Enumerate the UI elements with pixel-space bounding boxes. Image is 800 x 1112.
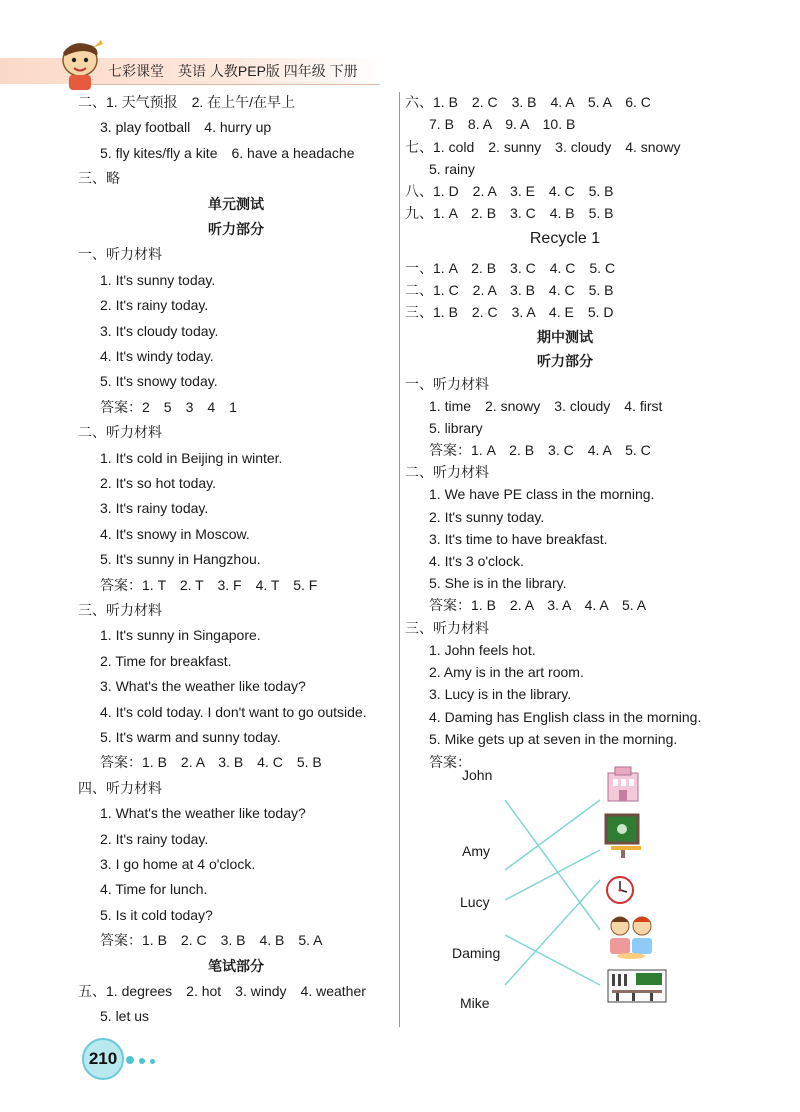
right-column-line: 2. Amy is in the art room. bbox=[429, 664, 584, 680]
left-column-line: 一、听力材料 bbox=[78, 246, 162, 263]
left-column-line: 4. It's windy today. bbox=[100, 348, 214, 364]
library-building-icon bbox=[605, 765, 641, 803]
children-eating-icon bbox=[604, 912, 658, 960]
left-column-line: 笔试部分 bbox=[208, 957, 264, 974]
header-title: 七彩课堂 英语 人教PEP版 四年级 下册 bbox=[108, 63, 358, 79]
right-column-line: 2. It's sunny today. bbox=[429, 509, 545, 525]
right-column-line: 二、1. C 2. A 3. B 4. C 5. B bbox=[405, 282, 614, 298]
left-column-line: 五、1. degrees 2. hot 3. windy 4. weather bbox=[78, 983, 366, 999]
left-column-line: 5. It's sunny in Hangzhou. bbox=[100, 551, 261, 568]
right-column-line: 三、听力材料 bbox=[405, 620, 489, 636]
decor-dot-2 bbox=[139, 1058, 145, 1064]
header-rule bbox=[70, 84, 380, 85]
right-column-line: 八、1. D 2. A 3. E 4. C 5. B bbox=[405, 183, 614, 199]
left-column-line: 二、听力材料 bbox=[78, 424, 162, 441]
right-column-line: 七、1. cold 2. sunny 3. cloudy 4. snowy bbox=[405, 139, 681, 155]
left-column-line: 1. It's cold in Beijing in winter. bbox=[100, 449, 283, 466]
left-column-line: 答案：1. B 2. A 3. B 4. C 5. B bbox=[100, 754, 322, 771]
decor-dot-1 bbox=[126, 1056, 134, 1064]
left-column-line: 3. It's rainy today. bbox=[100, 500, 209, 517]
match-name-mike: Mike bbox=[460, 995, 490, 1011]
left-column-line: 5. let us bbox=[100, 1008, 150, 1025]
right-column-line: 3. Lucy is in the library. bbox=[429, 686, 572, 702]
match-name-john: John bbox=[462, 767, 493, 783]
match-line-lucy bbox=[505, 850, 600, 900]
mascot-icon bbox=[55, 38, 105, 92]
left-column-line: 答案：2 5 3 4 1 bbox=[100, 398, 237, 415]
left-column-line: 4. It's cold today. I don't want to go outside. bbox=[100, 703, 367, 720]
right-column-line: 4. It's 3 o'clock. bbox=[429, 553, 524, 569]
right-column-line: 一、1. A 2. B 3. C 4. C 5. C bbox=[405, 260, 616, 276]
left-column-line: 二、1. 天气预报 2. 在上午/在早上 bbox=[78, 94, 296, 110]
right-column-line: 六、1. B 2. C 3. B 4. A 5. A 6. C bbox=[405, 94, 651, 110]
right-column-line: 1. We have PE class in the morning. bbox=[429, 486, 655, 502]
left-column-line: 5. It's warm and sunny today. bbox=[100, 729, 281, 745]
right-column-line: 7. B 8. A 9. A 10. B bbox=[429, 116, 576, 132]
classroom-blackboard-icon bbox=[603, 812, 645, 860]
match-line-mike bbox=[505, 880, 600, 985]
left-column-line: 5. Is it cold today? bbox=[100, 906, 213, 923]
match-line-john bbox=[505, 800, 600, 930]
left-column-line: 听力部分 bbox=[208, 221, 264, 237]
right-column-line: 5. rainy bbox=[429, 161, 475, 177]
right-column-line: 5. She is in the library. bbox=[429, 575, 567, 591]
right-column-line: 3. It's time to have breakfast. bbox=[429, 531, 608, 547]
page-number: 210 bbox=[82, 1038, 124, 1080]
right-column-line: 5. library bbox=[429, 420, 483, 436]
left-column-line: 单元测试 bbox=[208, 195, 264, 212]
left-column-line: 1. It's sunny today. bbox=[100, 271, 216, 288]
right-column-line: 期中测试 bbox=[537, 329, 593, 345]
matching-lines bbox=[500, 780, 610, 1010]
left-column-line: 答案：1. B 2. C 3. B 4. B 5. A bbox=[100, 932, 323, 949]
column-divider bbox=[399, 92, 400, 1027]
right-column-line: 5. Mike gets up at seven in the morning. bbox=[429, 731, 678, 747]
left-column-line: 2. It's so hot today. bbox=[100, 475, 217, 491]
right-column-line: 答案：1. B 2. A 3. A 4. A 5. A bbox=[429, 597, 647, 613]
left-column-line: 1. It's sunny in Singapore. bbox=[100, 627, 261, 644]
left-column-line: 2. It's rainy today. bbox=[100, 297, 209, 314]
right-column-line: 答案： bbox=[429, 754, 471, 770]
match-name-lucy: Lucy bbox=[460, 894, 490, 910]
right-column-line: 1. John feels hot. bbox=[429, 642, 536, 658]
left-column-line: 答案：1. T 2. T 3. F 4. T 5. F bbox=[100, 576, 318, 593]
alarm-clock-icon bbox=[604, 874, 636, 906]
left-column-line: 4. It's snowy in Moscow. bbox=[100, 525, 250, 542]
left-column-line: 四、听力材料 bbox=[78, 779, 162, 796]
right-column-line: 二、听力材料 bbox=[405, 464, 489, 480]
right-column-line: 答案：1. A 2. B 3. C 4. A 5. C bbox=[429, 442, 651, 458]
left-column-line: 1. What's the weather like today? bbox=[100, 805, 306, 822]
decor-dot-3 bbox=[150, 1059, 155, 1064]
right-column-line: 4. Daming has English class in the morning. bbox=[429, 709, 702, 725]
left-column-line: 3. It's cloudy today. bbox=[100, 322, 219, 339]
left-column-line: 3. What's the weather like today? bbox=[100, 678, 306, 695]
right-column-line: 三、1. B 2. C 3. A 4. E 5. D bbox=[405, 304, 614, 320]
right-column-line: Recycle 1 bbox=[529, 230, 601, 247]
left-column-line: 三、略 bbox=[78, 170, 120, 187]
right-column-line: 九、1. A 2. B 3. C 4. B 5. B bbox=[405, 205, 614, 221]
left-column-line: 4. Time for lunch. bbox=[100, 881, 208, 898]
right-column-line: 1. time 2. snowy 3. cloudy 4. first bbox=[429, 398, 663, 414]
left-column-line: 3. play football 4. hurry up bbox=[100, 119, 272, 136]
match-line-daming bbox=[505, 935, 600, 985]
right-column-line: 一、听力材料 bbox=[405, 376, 489, 392]
match-name-amy: Amy bbox=[462, 843, 490, 859]
left-column-line: 2. It's rainy today. bbox=[100, 830, 209, 847]
match-line-amy bbox=[505, 800, 600, 870]
match-name-daming: Daming bbox=[452, 945, 501, 961]
left-column-line: 2. Time for breakfast. bbox=[100, 652, 232, 669]
left-column-line: 三、听力材料 bbox=[78, 602, 162, 618]
left-column-line: 5. It's snowy today. bbox=[100, 373, 218, 390]
left-column-line: 3. I go home at 4 o'clock. bbox=[100, 856, 256, 872]
left-column-line: 5. fly kites/fly a kite 6. have a headache bbox=[100, 144, 355, 161]
right-column-line: 听力部分 bbox=[537, 353, 593, 369]
art-room-icon bbox=[606, 968, 668, 1004]
